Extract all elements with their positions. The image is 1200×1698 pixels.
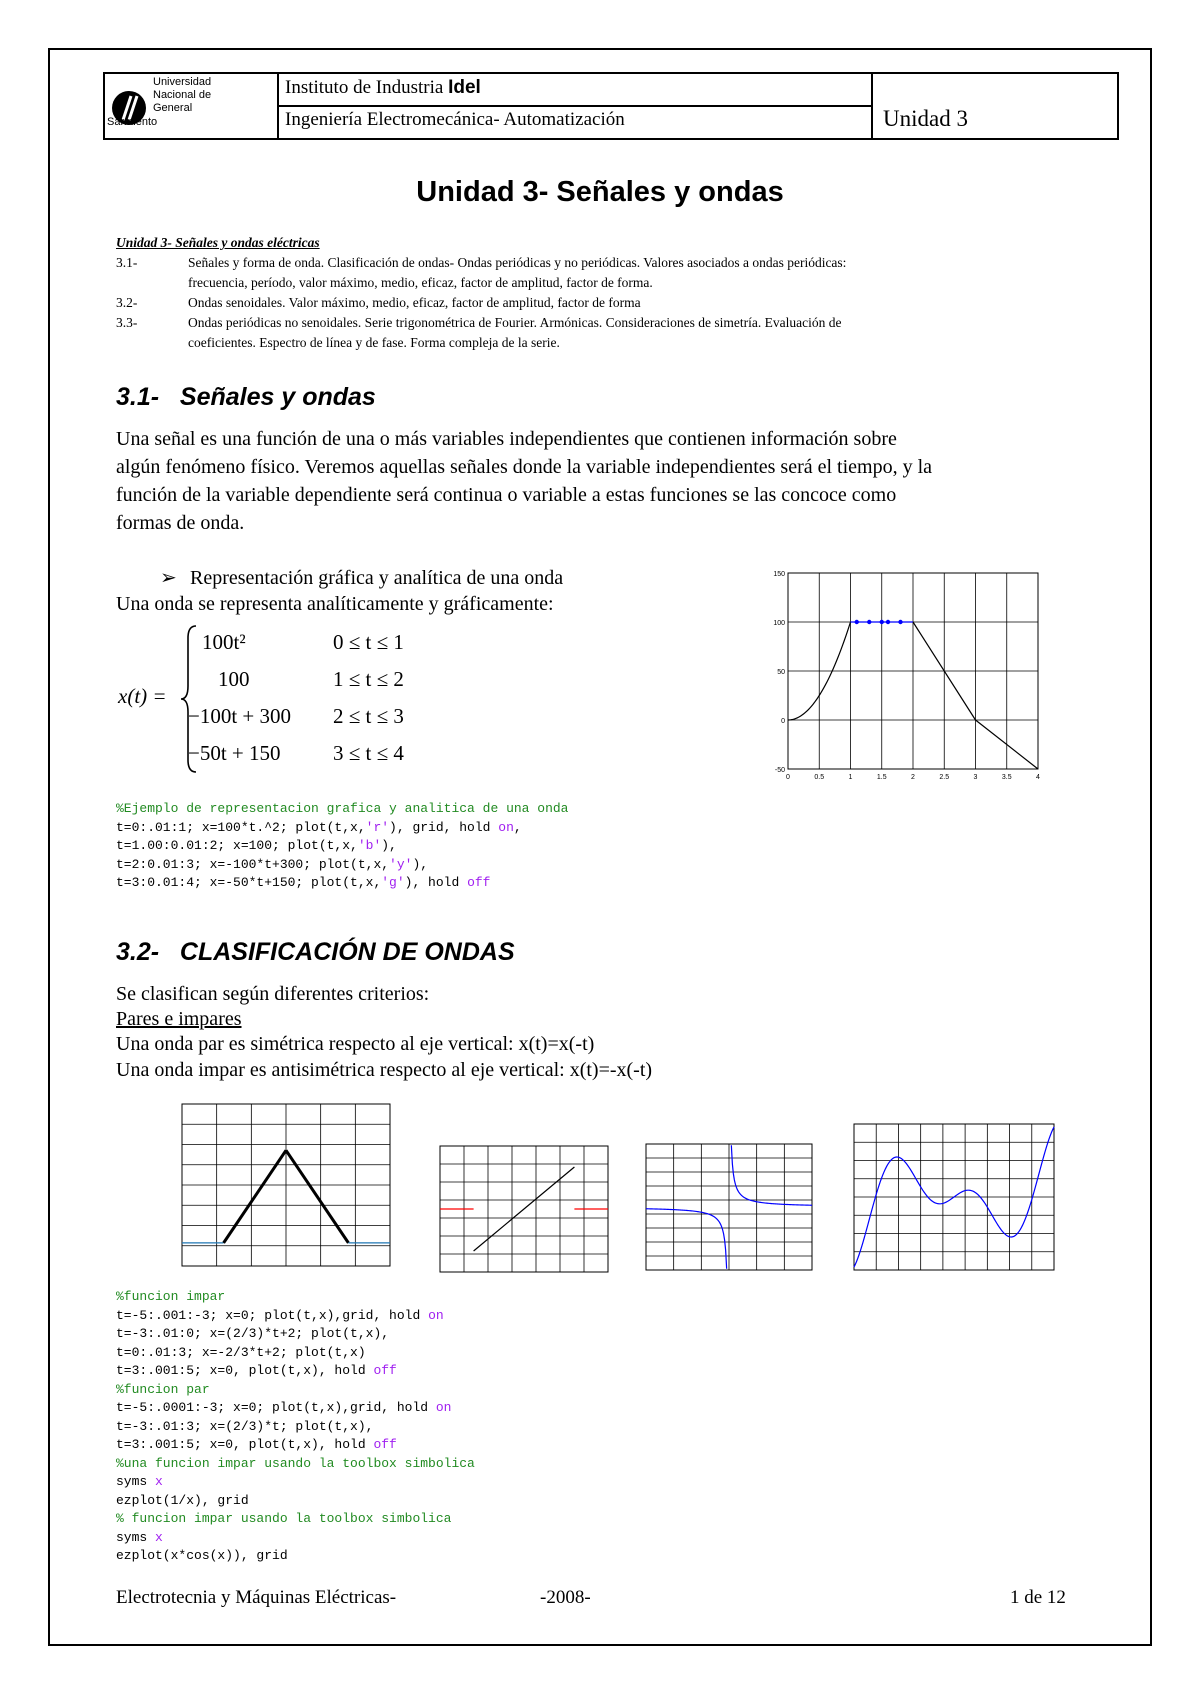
code1-l4s: 'g' [381, 875, 405, 890]
toc-heading: Unidad 3- Señales y ondas eléctricas [116, 235, 320, 250]
code1-l2b: ), [381, 838, 397, 853]
section-1-para-line-3: función de la variable dependiente será continua o variable a estas funciones se las concoce como [116, 484, 897, 506]
unit-label: Unidad 3 [883, 106, 968, 131]
footer-center: -2008- [540, 1587, 591, 1608]
chart-odd-function [436, 1140, 612, 1278]
code1-l3b: ), [412, 856, 429, 872]
toc-item-1-line2: frecuencia, período, valor máximo, medio, eficaz, factor de amplitud, factor de forma. [188, 275, 653, 290]
formula-case-1-cond: 0 ≤ t ≤ 1 [333, 630, 404, 654]
chart-0-xtick-4: 2 [911, 774, 915, 780]
code1-l2a: t=1.00:0.01:2; x=100; plot(t,x, [116, 838, 358, 853]
section-1-para-line-2: algún fenómeno físico. Veremos aquellas señales donde la variable independientes será el tiempo, y la [116, 456, 933, 478]
chart-0-xtick-3: 1.5 [876, 774, 887, 780]
institute-row [277, 74, 871, 107]
logo-line-1: Universidad [153, 76, 212, 88]
chart-0-xtick-1: 0.5 [814, 774, 825, 780]
code1-l1a: t=0:.01:1; x=100*t.^2; plot(t,x, [116, 819, 366, 835]
chart-0-marker-2 [880, 620, 884, 624]
chart-0-xtick-6: 3 [973, 774, 978, 780]
chart-0-xtick-2: 1 [848, 774, 853, 780]
code1-l3s: 'y' [389, 856, 413, 872]
section-2-heading: 3.2- CLASIFICACIÓN DE ONDAS [116, 938, 515, 966]
chart-0-marker-1 [867, 620, 871, 624]
code1-l3a: t=2:0.01:3; x=-100*t+300; plot(t,x, [116, 856, 390, 872]
section-1-para-line-4: formas de onda. [116, 512, 245, 534]
institute-cell [277, 74, 873, 138]
toc-num-2: 3.2- [116, 295, 138, 310]
code2-e2: ezplot(x*cos(x)), grid [116, 1548, 288, 1563]
formula-case-4-cond: 3 ≤ t ≤ 4 [333, 741, 404, 765]
chart-0-ytick-1: 0 [781, 718, 785, 725]
chart-xcosx-function [850, 1108, 1060, 1280]
code2-a4: t=3:.001:5; x=0, plot(t,x), hold [116, 1363, 374, 1378]
code2-a1: t=-5:.001:-3; x=0; plot(t,x),grid, hold [116, 1307, 429, 1323]
code2-c1: %funcion impar [116, 1289, 226, 1304]
formula-case-2-expr: 100 [218, 667, 250, 691]
code2-a2: t=-3:.01:0; x=(2/3)*t+2; plot(t,x), [116, 1326, 390, 1341]
toc-item-1-line1: Señales y forma de onda. Clasificación de ondas- Ondas periódicas y no periódicas. Valores asociados a ondas periódicas: [188, 255, 847, 270]
formula-case-1-expr: 100t² [202, 630, 246, 654]
code1-l1s: 'r' [365, 819, 390, 835]
formula-intro: Una onda se representa analíticamente y gráficamente: [116, 593, 554, 615]
institute-name [285, 77, 481, 99]
code1-l1k: on [498, 819, 514, 835]
section-2-line-2: Una onda par es simétrica respecto al eje vertical: x(t)=x(-t) [116, 1033, 595, 1055]
chart-0-ytick-0: -50 [774, 767, 785, 774]
code-block-2 [116, 1288, 475, 1566]
unit-cell [873, 74, 1117, 138]
logo-cell [105, 74, 279, 138]
code2-s2a: syms [116, 1529, 156, 1545]
code2-a3: t=0:.01:3; x=-2/3*t+2; plot(t,x) [116, 1344, 366, 1360]
code1-l4b: ), hold [404, 875, 468, 890]
logo-line-2: Nacional de [153, 89, 212, 101]
code2-kb3: off [373, 1437, 397, 1452]
toc-item-3-line1: Ondas periódicas no senoidales. Serie trigonométrica de Fourier. Armónicas. Consideraciones de simetría. Evaluación de [188, 315, 842, 330]
code2-b3: t=3:.001:5; x=0, plot(t,x), hold [116, 1437, 374, 1452]
toc-item-2-line1: Ondas senoidales. Valor máximo, medio, eficaz, factor de amplitud, factor de forma [188, 295, 641, 310]
code1-l4k: off [467, 875, 491, 890]
code1-l1b: ), grid, hold [389, 819, 499, 835]
toc-item-3-line2: coeficientes. Espectro de línea y de fase. Forma compleja de la serie. [188, 335, 560, 350]
formula-lhs: x(t) = [118, 684, 167, 708]
logo-line-4: Sarmiento [107, 116, 158, 128]
bullet-text: Representación gráfica y analítica de una onda [190, 567, 564, 589]
chart-0-xtick-5: 2.5 [939, 774, 950, 780]
chart-0-marker-4 [898, 620, 902, 624]
code2-e1: ezplot(1/x), grid [116, 1492, 249, 1508]
formula-case-3-expr: −100t + 300 [188, 704, 292, 728]
code1-l4a: t=3:0.01:4; x=-50*t+150; plot(t,x, [116, 875, 382, 890]
section-2-subheading: Pares e impares [116, 1008, 242, 1030]
toc-num-3: 3.3- [116, 315, 138, 330]
chart-0-xtick-7: 3.5 [1001, 774, 1012, 780]
formula-case-2-cond: 1 ≤ t ≤ 2 [333, 667, 404, 691]
chart-inverse-function [642, 1138, 814, 1276]
footer-left: Electrotecnia y Máquinas Eléctricas- [116, 1587, 397, 1608]
page-title: Unidad 3- Señales y ondas [416, 176, 784, 208]
code2-b2: t=-3:.01:3; x=(2/3)*t; plot(t,x), [116, 1418, 374, 1434]
chart-0-marker-3 [886, 620, 890, 624]
code2-c4: % funcion impar usando la toolbox simbolica [116, 1511, 452, 1526]
code1-l1c: , [513, 819, 522, 835]
section-2-line-3: Una onda impar es antisimétrica respecto al eje vertical: x(t)=-x(-t) [116, 1059, 653, 1081]
code2-c2: %funcion par [116, 1381, 210, 1397]
code2-s2k: x [155, 1529, 163, 1545]
chart-0-ytick-4: 150 [773, 571, 785, 578]
footer-right: 1 de 12 [1010, 1587, 1066, 1608]
bullet-arrow-icon: ➢ [160, 567, 177, 589]
code2-s1a: syms [116, 1474, 156, 1489]
chart-0-ytick-2: 50 [777, 669, 785, 676]
header-table [103, 72, 1119, 140]
section-1-heading: 3.1- Señales y ondas [116, 383, 376, 411]
code2-s1k: x [155, 1474, 163, 1489]
career-name: Ingeniería Electromecánica- Automatización [285, 109, 625, 130]
code2-k4: off [373, 1363, 397, 1378]
logo-line-3: General [153, 102, 193, 114]
formula-case-4-expr: −50t + 150 [188, 741, 281, 765]
institute-prefix: Instituto de Industria [285, 77, 449, 98]
code-block-1 [116, 800, 568, 893]
code2-k1: on [428, 1307, 444, 1323]
section-1-para-line-1: Una señal es una función de una o más variables independientes que contienen información sobre [116, 428, 897, 450]
toc-num-1: 3.1- [116, 255, 138, 270]
chart-piecewise-wave [768, 565, 1044, 780]
code2-c3: %una funcion impar usando la toolbox simbolica [116, 1455, 475, 1471]
chart-0-ytick-3: 100 [773, 620, 785, 627]
code1-comment: %Ejemplo de representacion grafica y analitica de una onda [116, 801, 569, 816]
institute-bold: Idel [448, 77, 481, 98]
chart-even-function [172, 1100, 396, 1278]
code1-l2s: 'b' [357, 838, 382, 853]
code2-b1: t=-5:.0001:-3; x=0; plot(t,x),grid, hold [116, 1400, 436, 1415]
section-2-line-1: Se clasifican según diferentes criterios: [116, 983, 430, 1005]
chart-0-xtick-0: 0 [786, 774, 790, 780]
title-wrap [0, 176, 1200, 209]
chart-0-xtick-8: 4 [1036, 774, 1040, 780]
formula-case-3-cond: 2 ≤ t ≤ 3 [333, 704, 404, 728]
code2-kb1: on [435, 1400, 452, 1415]
chart-0-marker-0 [855, 620, 859, 624]
